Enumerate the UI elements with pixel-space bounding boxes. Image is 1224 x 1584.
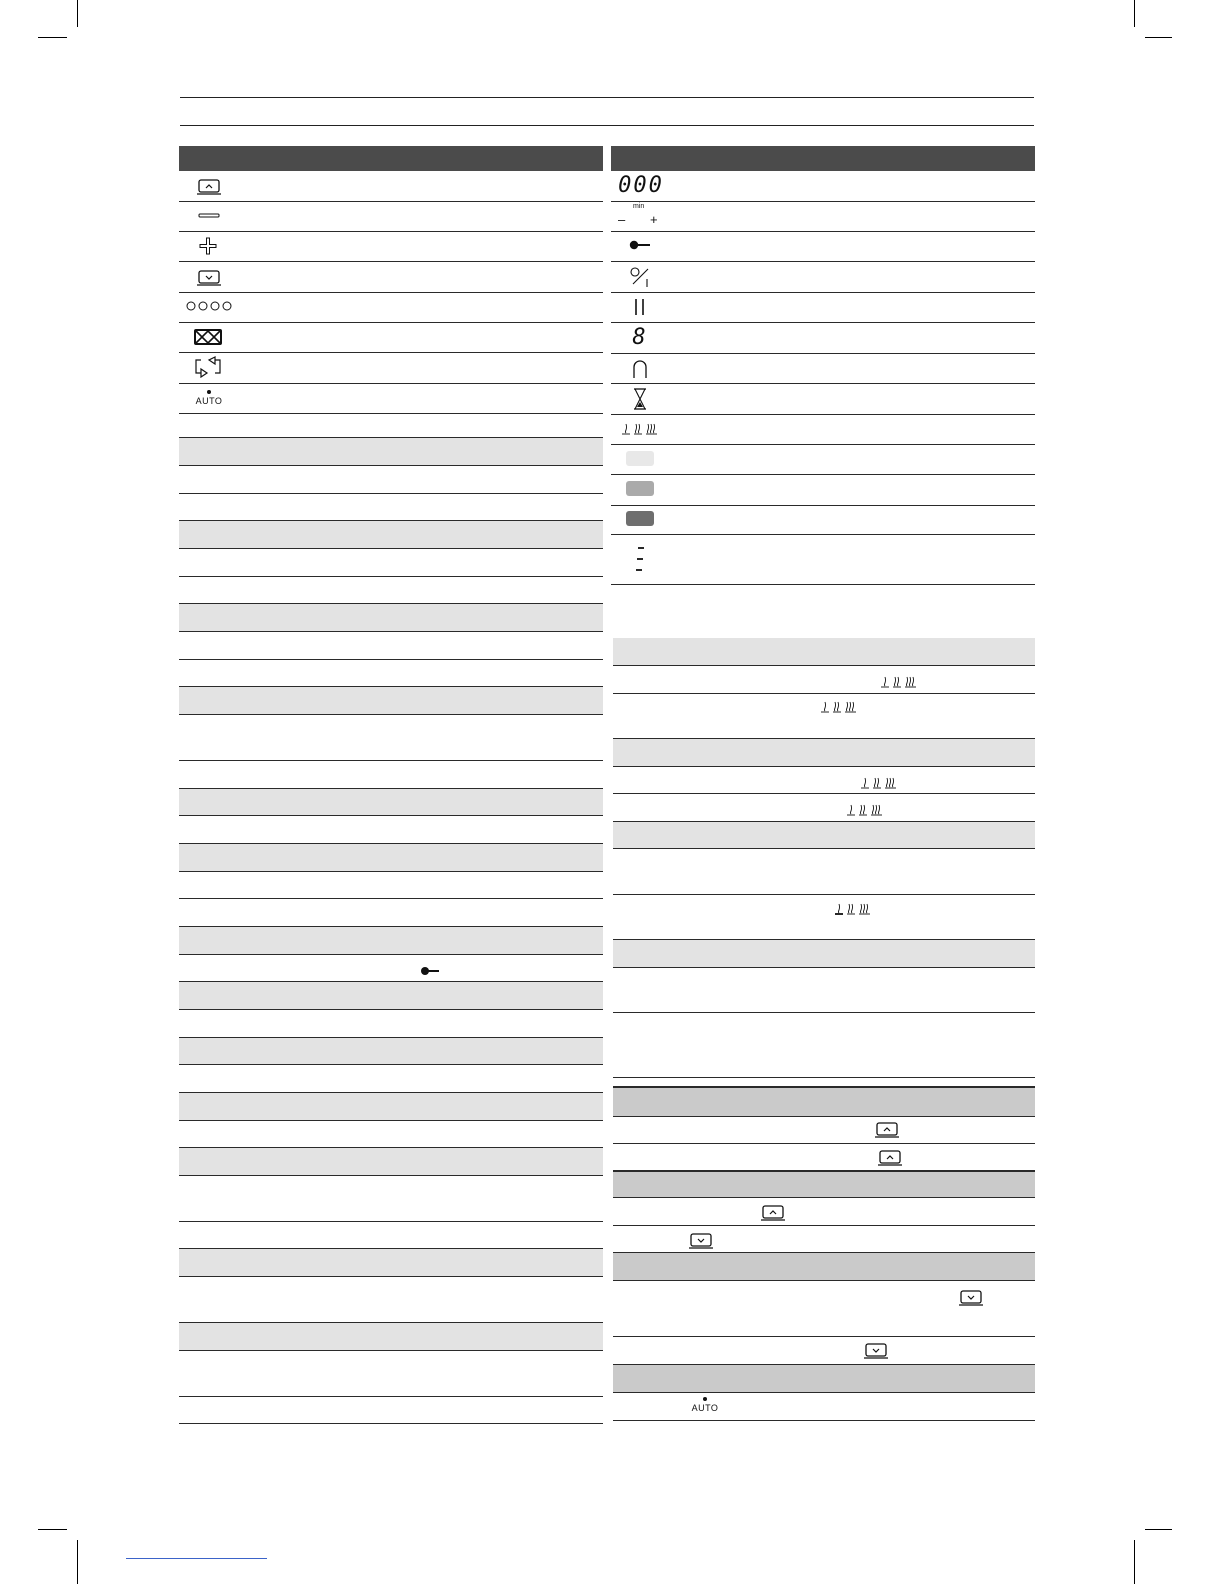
crop-mark	[38, 1529, 67, 1530]
tray-up-icon	[760, 1205, 786, 1221]
heat-levels-icon	[880, 675, 920, 689]
right-table-header	[611, 146, 1035, 171]
crop-mark	[1134, 0, 1135, 27]
table-row	[179, 1038, 603, 1065]
digit-eight: 8	[632, 325, 648, 350]
table-row	[179, 632, 603, 660]
table-row	[611, 506, 1035, 535]
heat-levels-icon	[860, 776, 900, 790]
table-row	[179, 1351, 603, 1397]
table-row	[179, 715, 603, 761]
table-row	[179, 816, 603, 844]
table-row	[611, 323, 1035, 354]
tray-down-icon	[958, 1290, 984, 1306]
auto-label: AUTO	[195, 396, 223, 406]
table-row	[613, 1226, 1035, 1253]
table-row	[179, 1323, 603, 1351]
table-row	[611, 293, 1035, 323]
table-row	[179, 293, 603, 323]
table-row	[179, 1148, 603, 1176]
tray-down-icon	[688, 1233, 714, 1249]
tray-up-icon	[874, 1122, 900, 1138]
table-row	[179, 899, 603, 927]
table-row	[179, 1277, 603, 1323]
table-row	[179, 1065, 603, 1093]
table-row	[179, 384, 603, 414]
table-row	[179, 955, 603, 982]
table-row	[613, 1117, 1035, 1144]
minus-glyph: –	[618, 212, 626, 227]
crop-mark	[77, 0, 78, 27]
minus-min-plus-icon	[615, 203, 667, 229]
table-row	[179, 1222, 603, 1249]
table-row	[613, 1086, 1035, 1117]
header-rule-top	[180, 97, 1034, 98]
table-row	[179, 353, 603, 384]
table-row	[179, 660, 603, 687]
heat-levels-icon	[834, 902, 874, 916]
arch-icon	[630, 358, 650, 380]
footer-link-underline[interactable]	[126, 1558, 267, 1559]
table-row	[611, 415, 1035, 445]
heat-levels-icon	[820, 700, 860, 714]
auto-label: AUTO	[691, 1403, 719, 1413]
header-rule-bottom	[180, 125, 1034, 126]
table-row	[613, 1144, 1035, 1171]
tray-up-icon	[877, 1150, 903, 1166]
table-row	[179, 438, 603, 466]
heat-levels-icon	[620, 421, 662, 437]
crop-mark	[1145, 1529, 1172, 1530]
minus-icon	[195, 210, 223, 222]
table-row	[613, 849, 1035, 895]
tray-up-icon	[195, 178, 223, 196]
key-icon	[628, 238, 652, 252]
table-row	[179, 577, 603, 604]
table-row	[179, 872, 603, 899]
tray-down-icon	[195, 269, 223, 287]
table-row	[179, 466, 603, 494]
table-row	[613, 1198, 1035, 1226]
three-dashes-icon	[630, 545, 650, 573]
table-row	[611, 535, 1035, 585]
table-row	[611, 171, 1035, 202]
table-row	[179, 202, 603, 232]
percent-icon	[628, 265, 652, 289]
table-row	[179, 604, 603, 632]
light-swatch-icon	[625, 450, 655, 467]
crop-mark	[1134, 1540, 1135, 1584]
swap-arrows-icon	[193, 356, 223, 378]
table-row	[179, 171, 603, 202]
table-row	[613, 638, 1035, 666]
digit-eight-icon	[628, 325, 652, 351]
table-row	[179, 1010, 603, 1038]
table-row	[613, 1253, 1035, 1281]
table-row	[179, 761, 603, 789]
auto-icon	[688, 1397, 722, 1417]
hourglass-icon	[630, 387, 650, 411]
left-table-header	[179, 146, 603, 171]
dark-swatch-icon	[625, 510, 655, 527]
table-row	[611, 202, 1035, 232]
table-row	[179, 1176, 603, 1222]
table-row	[613, 1393, 1035, 1421]
display-digits: 000	[618, 173, 664, 198]
table-row	[179, 927, 603, 955]
medium-swatch-icon	[625, 480, 655, 497]
table-row	[613, 666, 1035, 694]
table-row	[613, 822, 1035, 849]
table-row	[179, 1249, 603, 1277]
crop-mark	[77, 1540, 78, 1584]
table-row	[179, 262, 603, 293]
table-row	[179, 323, 603, 353]
table-row	[611, 475, 1035, 506]
table-row	[179, 982, 603, 1010]
table-row	[611, 445, 1035, 475]
table-row	[179, 844, 603, 872]
crop-mark	[1145, 37, 1172, 38]
pause-icon	[630, 297, 650, 317]
table-row	[179, 494, 603, 521]
table-row	[179, 414, 603, 438]
table-row	[179, 1397, 603, 1424]
table-row	[611, 384, 1035, 415]
four-circles-icon	[185, 299, 233, 313]
table-row	[179, 789, 603, 816]
table-row	[613, 1013, 1035, 1078]
plus-glyph: +	[650, 212, 658, 227]
crop-mark	[38, 37, 67, 38]
table-row	[613, 940, 1035, 968]
table-row	[611, 262, 1035, 293]
table-row	[613, 1170, 1035, 1198]
seven-segment-display-icon	[615, 173, 667, 199]
tray-down-icon	[863, 1343, 889, 1359]
key-icon	[420, 963, 440, 973]
auto-icon	[192, 388, 226, 408]
table-row	[611, 232, 1035, 262]
table-row	[613, 739, 1035, 767]
grill-pattern-icon	[193, 327, 223, 347]
heat-levels-icon	[846, 803, 886, 817]
table-row	[613, 767, 1035, 794]
plus-icon	[197, 236, 219, 256]
table-row	[613, 968, 1035, 1013]
table-row	[613, 1337, 1035, 1365]
min-label: min	[633, 203, 645, 210]
table-row	[179, 1121, 603, 1148]
table-row	[613, 794, 1035, 822]
table-row	[179, 549, 603, 577]
table-row	[179, 1093, 603, 1121]
table-row	[179, 232, 603, 262]
table-row	[611, 354, 1035, 384]
table-row	[179, 521, 603, 549]
table-row	[613, 895, 1035, 940]
table-row	[613, 1365, 1035, 1393]
table-row	[179, 687, 603, 715]
